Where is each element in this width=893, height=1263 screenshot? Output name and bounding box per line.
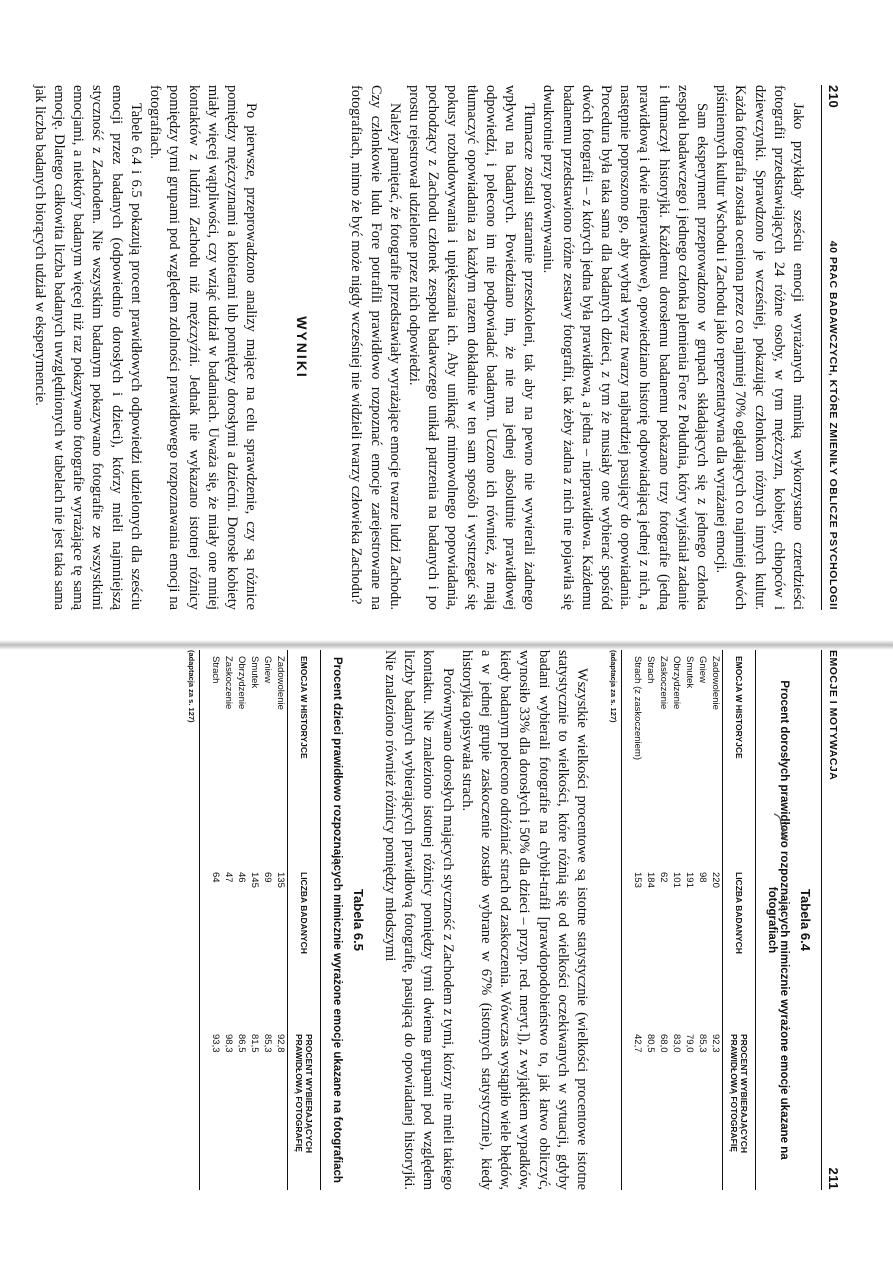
pencil-mark-icon <box>770 812 792 842</box>
table-cell: 98 <box>697 872 708 883</box>
table-cell: 47 <box>222 872 234 883</box>
paragraph: Po pierwsze, przeprowadzono analizy mające na celu sprawdzenie, czy są różnice pomiędzy mężczyznami a kobietami lub pomiędzy dorosłymi a dziećmi. Dorosłe kobiety miały więcej wątpliwości, czy wziąć udział w badaniach. Uważa się, że miały one mniej kontaktów z ludźmi Zachodu niż mężczyźni. Jednak nie wykazano istotnej różnicy pomiędzy tymi grupami pod względem zdolności prawidłowego rozpoznawania emocji na fotografiach. <box>147 85 260 610</box>
table-cell: 81,5 <box>248 1034 260 1053</box>
section-title: WYNIKI <box>294 316 311 379</box>
table-header-row <box>287 650 320 1190</box>
table-cell: 220 <box>710 872 721 888</box>
table-row <box>670 650 683 1190</box>
table-cell: Smutek <box>684 656 695 689</box>
table-cell: 85,3 <box>261 1034 273 1053</box>
table-cell: 80,5 <box>645 1034 656 1053</box>
table-row <box>248 650 261 1190</box>
column-header: PROCENT WYBIERAJĄCYCH PRAWIDŁOWĄ FOTOGRAFIĘ <box>287 1028 320 1190</box>
table-label: Tabela 6.4 <box>798 889 813 951</box>
column-header: EMOCJA W HISTORYJCE <box>723 650 756 866</box>
running-head: EMOCJE I MOTYWACJA <box>827 650 840 781</box>
table-cell: 191 <box>684 872 695 888</box>
table-label: Tabela 6.5 <box>350 889 366 951</box>
table-cell: 86,5 <box>235 1034 247 1053</box>
body-text-top <box>346 85 807 610</box>
table-cell: 153 <box>622 866 645 1028</box>
table-caption: Procent dzieci prawidłowo rozpoznających mimicznie wyrażone emocje ukazane na fotografiach <box>330 657 343 1183</box>
page-number: 210 <box>826 85 841 109</box>
paragraph: Wszystkie wielkości procentowe są istotne statystycznie (wielkości procentowe istotne statystycznie to wielkości, które różnią się od wielkości oczekiwanych w sytuacji, gdyby badani wybierali fotografie na chybił-trafił [prawdopodobieństwo to, jak łatwo obliczyć, wynosiło 33% dla dorosłych i 50% dla dzieci – przyp. red. meryt.]), z wyjątkiem wypadków, kiedy badanym polecono odróżniać strach od zaskoczenia. Wówczas wystąpiło wiele błędów, a w jednej grupie zaskoczenie zostało wybrane w 67% (istotnych statystycznie), kiedy historyjka opisywała strach. <box>458 650 590 1190</box>
table-cell: 68,0 <box>658 1034 669 1053</box>
paragraph: Jako przykłady sześciu emocji wyrażanych mimiką wykorzystano czterdzieści fotografii przedstawiających 24 różne osoby, w tym mężczyzn, kobiety, chłopców i dziewczynki. Sprawdzono je wcześniej, pokazując członkom różnych innych kultur. Każda fotografia została oceniona przez co najmniej 70% oglądających co najmniej dwóch piśmiennych kultur Wschodu i Zachodu jako reprezentatywna dla wyrażanej emocji. <box>713 85 806 610</box>
page-number: 211 <box>826 1167 841 1190</box>
column-header: EMOCJA W HISTORYJCE <box>287 650 320 866</box>
table-cell: 93,3 <box>199 1028 222 1190</box>
table-row <box>261 650 274 1190</box>
page-fold-shadow <box>0 640 893 650</box>
table-cell: Strach (z zaskoczeniem) <box>622 650 645 866</box>
table-source: (adaptacja za s. 127) <box>609 650 618 723</box>
table-cell: Zadowolenie <box>710 656 721 710</box>
data-table <box>199 650 321 1190</box>
table-cell: 69 <box>261 872 273 883</box>
table-cell: 92,8 <box>274 1034 286 1053</box>
running-header <box>821 85 843 610</box>
column-header: LICZBA BADANYCH <box>287 866 320 1028</box>
table-cell: 184 <box>645 872 656 888</box>
paragraph: Sam eksperyment przeprowadzono w grupach składających się z jednego członka zespołu badawczego i jednego członka plemienia Fore z Południa, który wyjaśniał zadanie i tłumaczył historyjki. Każdemu dorosłemu badanemu pokazano trzy fotografie (jedną prawidłową i dwie nieprawidłowe), opowiedziano historię odpowiadającą jednej z nich, a następnie poproszono go, aby wybrał wyraz twarzy najbardziej pasujący do opowiadania. Procedura była taka sama dla badanych dzieci, z tym że musiały one wybierać spośród dwóch fotografii – z których jedna była prawidłowa, a jedna – nieprawidłowa. Każdemu badanemu przedstawiono różne zestawy fotografii, tak żeby żadna z nich nie pojawiła się dwukrotnie przy porównywaniu. <box>540 85 710 610</box>
running-header <box>821 650 843 1190</box>
table-cell: 85,3 <box>697 1034 708 1053</box>
table-cell: Gniew <box>261 656 273 683</box>
table-row <box>622 650 645 1190</box>
table-cell: 79,0 <box>684 1034 695 1053</box>
column-header: LICZBA BADANYCH <box>723 866 756 1028</box>
book-page-211 <box>23 650 843 1190</box>
table-cell: 101 <box>671 872 682 888</box>
table-cell: 62 <box>658 872 669 883</box>
table-cell: Zaskoczenie <box>222 656 234 710</box>
table-source: (adaptacja za s. 127) <box>186 650 196 723</box>
table-cell: Obrzydzenie <box>671 656 682 710</box>
paragraph: Porównywano dorosłych mających styczność z Zachodem z tymi, którzy nie mieli takiego kontaktu. Nie znaleziono istotnej różnicy pomiędzy tymi dwiema grupami pod względem liczby badanych wybierających prawidłową fotografię, pasującą do opowiadanej historyjki. Nie znaleziono również różnicy pomiędzy młodszymi <box>381 650 456 1190</box>
table-cell: Strach <box>645 656 656 684</box>
running-head: 40 PRAC BADAWCZYCH, KTÓRE ZMIENIŁY OBLICZE PSYCHOLOGII <box>827 240 840 610</box>
table-row <box>696 650 709 1190</box>
table-row <box>709 650 723 1190</box>
paragraph: Tabele 6.4 i 6.5 pokazują procent prawidłowych odpowiedzi udzielonych dla sześciu emocji przez badanych (odpowiednio dorosłych i dzieci), którzy mieli najmniejszą styczność z Zachodem. Nie wszystkim badanym pokazywano fotografie ze wszystkimi emocjami, a niektóry badanym więcej niż raz pokazywano fotografie wyrażające tę samą emocję. Dlatego całkowita liczba badanych uwzględnionych w tabelach nie jest taka sama jak liczba badanych biorących udział w eksperymencie. <box>31 85 144 610</box>
table-cell: 83,0 <box>671 1034 682 1053</box>
table-header-row <box>723 650 756 1190</box>
table-cell: Gniew <box>697 656 708 683</box>
table-cell: Zadowolenie <box>274 656 286 710</box>
table-row <box>683 650 696 1190</box>
table-cell: 42,7 <box>622 1028 645 1190</box>
table-cell: 46 <box>235 872 247 883</box>
table-row <box>222 650 235 1190</box>
table-caption: Procent dorosłych prawidłowo rozpoznających mimicznie wyrażone emocje ukazane na fotografiach <box>766 680 790 1160</box>
table-6-4 <box>609 650 813 1190</box>
table-cell: Obrzydzenie <box>235 656 247 710</box>
data-table <box>621 650 756 1190</box>
table-row <box>657 650 670 1190</box>
table-cell: 145 <box>248 872 260 888</box>
body-text <box>380 650 591 1190</box>
table-cell: 64 <box>199 866 222 1028</box>
table-cell: Strach <box>199 650 222 866</box>
table-cell: 135 <box>274 872 286 888</box>
body-text-bottom <box>30 85 260 610</box>
paragraph: Tłumacze zostali starannie przeszkoleni, tak aby na pewno nie wywierali żadnego wpływu na badanych. Powiedziano im, że nie ma jednej absolutnie prawidłowej odpowiedzi, i polecono im nie podpowiadać badanym. Uczono ich również, że mają tłumaczyć opowiadania za każdym razem dokładnie w ten sam sposób i wystrzegać się pokusy rozbudowywania i upiększania ich. Aby uniknąć mimowolnego popowiadania, pochodzący z Zachodu członek zespołu badawczego unikał patrzenia na badanych i po prostu rejestrował udzielone przez nich odpowiedzi. <box>405 85 538 610</box>
paragraph: Należy pamiętać, że fotografie przedstawiały wyrażające emocje twarze ludzi Zachodu. Czy członkowie ludu Fore potrafili prawidłowo rozpoznać emocje zarejestrowane na fotografiach, mimo że być może nigdy wcześniej nie widzieli twarzy człowieka Zachodu? <box>348 85 403 610</box>
table-row <box>274 650 288 1190</box>
table-cell: Zaskoczenie <box>658 656 669 710</box>
table-6-5 <box>187 650 366 1190</box>
table-cell: Smutek <box>248 656 260 689</box>
table-cell: 98,3 <box>222 1034 234 1053</box>
table-row <box>199 650 222 1190</box>
table-row <box>235 650 248 1190</box>
column-header: PROCENT WYBIERAJĄCYCH PRAWIDŁOWĄ FOTOGRAFIĘ <box>723 1028 756 1190</box>
table-cell: 92,3 <box>710 1034 721 1053</box>
book-page-210 <box>23 85 843 610</box>
table-row <box>644 650 657 1190</box>
